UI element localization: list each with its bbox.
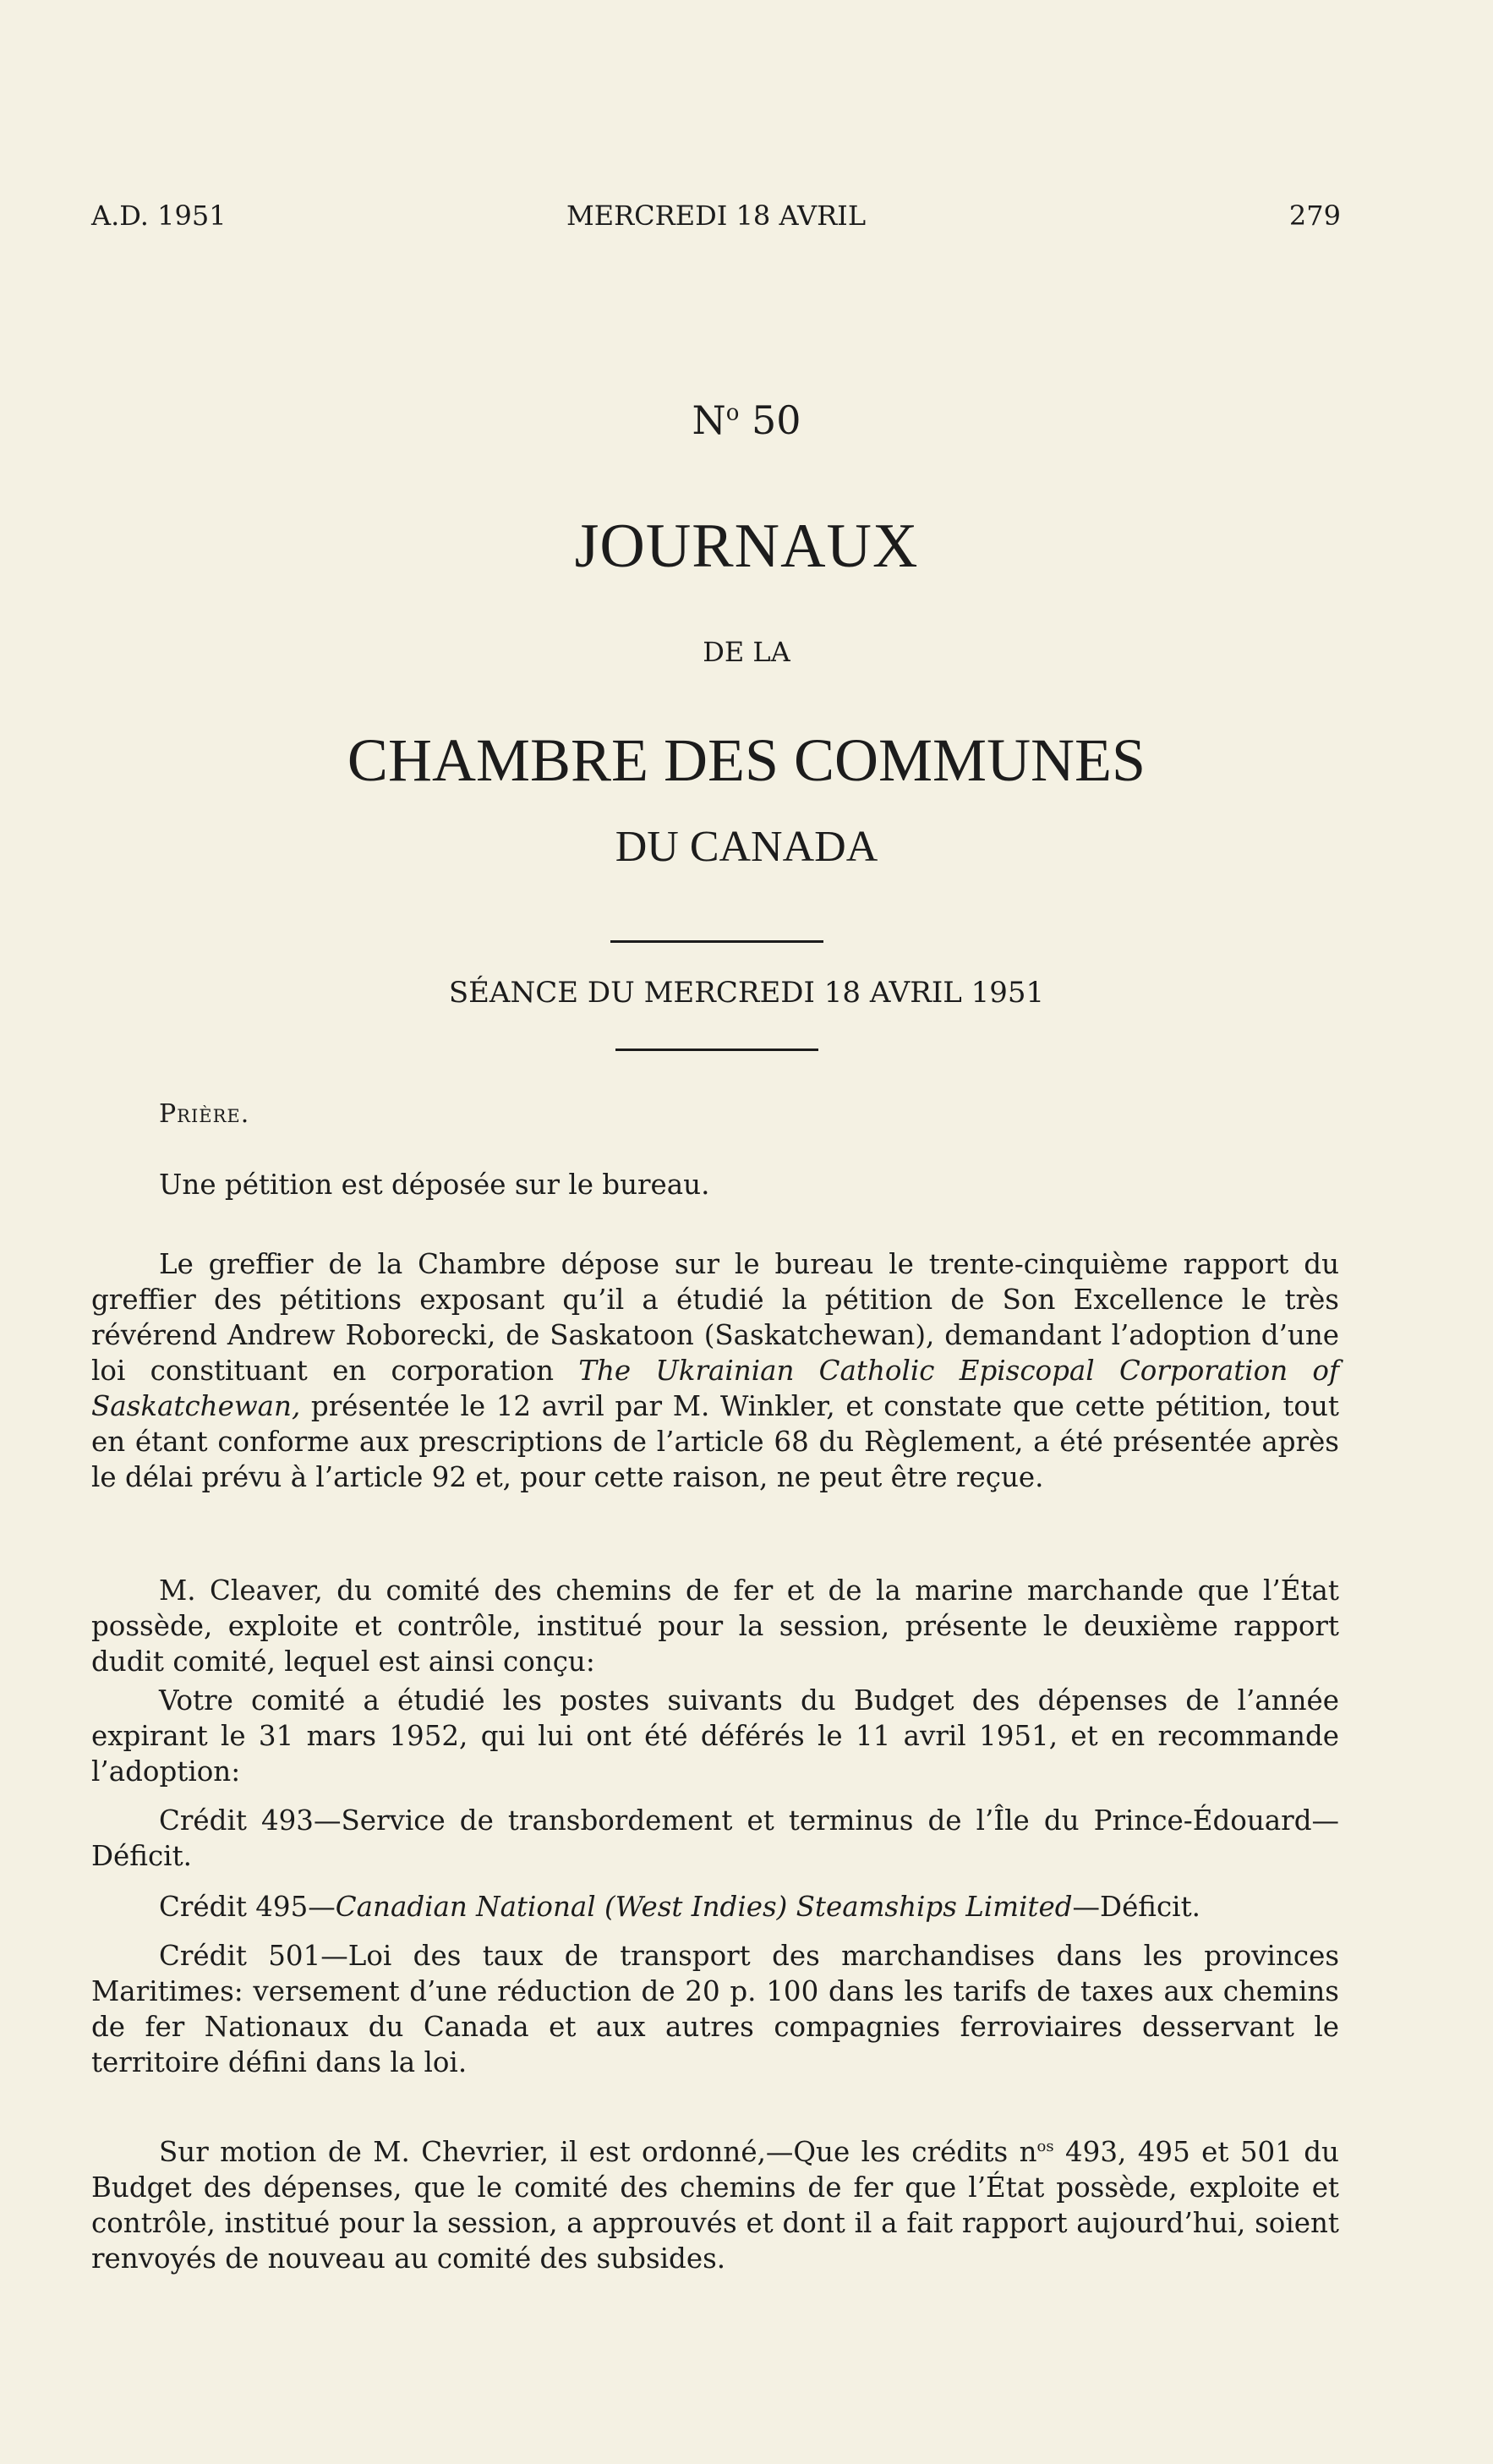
credit-501: Crédit 501—Loi des taux de transport des marchandises dans les provinces Maritimes: versement d’une réduction de 20 p. 100 dans les tarifs de taxes aux chemins de fer Nationaux du Canada et aux autres compagnies ferroviaires desservant le territoire défini dans la loi. <box>91 1940 1339 2078</box>
divider-rule <box>615 1049 818 1051</box>
journal-number: $N^o$ 50 <box>692 397 801 443</box>
credit-493: Crédit 493—Service de transbordement et terminus de l’Île du Prince-Édouard—Déficit. <box>91 1804 1339 1872</box>
header-date: MERCREDI 18 AVRIL <box>566 200 867 232</box>
page-number: 279 <box>1288 200 1341 232</box>
masthead-chambre: CHAMBRE DES COMMUNES <box>347 726 1146 794</box>
masthead-du-canada: DU CANADA <box>615 823 878 871</box>
paragraph-cleaver: M. Cleaver, du comité des chemins de fer et de la marine marchande que l’État possède, exploite et contrôle, institué pour la session, présente le deuxième rapport dudit comité, lequel est ainsi conçu: <box>91 1574 1339 1678</box>
running-header <box>91 200 1341 233</box>
paragraph-petition: Une pétition est déposée sur le bureau. <box>159 1169 710 1201</box>
masthead-journaux: JOURNAUX <box>574 512 919 581</box>
paragraph-rapport: Votre comité a étudié les postes suivants du Budget des dépenses de l’année expirant le 31 mars 1952, qui lui ont été déférés le 11 avril 1951, et en recommande l’adoption: <box>91 1684 1339 1788</box>
paragraph-greffier: Le greffier de la Chambre dépose sur le bureau le trente-cinquième rapport du greffier des pétitions exposant qu’il a étudié la pétition de Son Excellence le très révérend Andrew Roborecki, de Saskatoon (Saskatchewan), demandant l’adoption d’une loi constituant en corporation The Ukrainian Catholic Episcopal Corporation of Saskatchewan, présentée le 12 avril par M. Winkler, et constate que cette pétition, tout en étant conforme aux prescriptions de l’article 68 du Règlement, a été présentée après le délai prévu à l’article 92 et, pour cette raison, ne peut être reçue. <box>91 1248 1339 1493</box>
header-year: A.D. 1951 <box>91 200 227 232</box>
credit-495: Crédit 495—Canadian National (West Indies) Steamships Limited—Déficit. <box>159 1891 1200 1923</box>
masthead-de-la: DE LA <box>703 636 790 668</box>
paragraph-motion: Sur motion de M. Chevrier, il est ordonné,—Que les crédits $n^{os}$ 493, 495 et 501 du Budget des dépenses, que le comité des chemins de fer que l’État possède, exploite et contrôle, institué pour la session, a approuvés et dont il a fait rapport aujourd’hui, soient renvoyés de nouveau au comité des subsides. <box>91 2135 1339 2275</box>
section-priere: Prière. <box>159 1099 250 1129</box>
sitting-title: SÉANCE DU MERCREDI 18 AVRIL 1951 <box>448 976 1045 1010</box>
divider-rule <box>610 940 823 943</box>
